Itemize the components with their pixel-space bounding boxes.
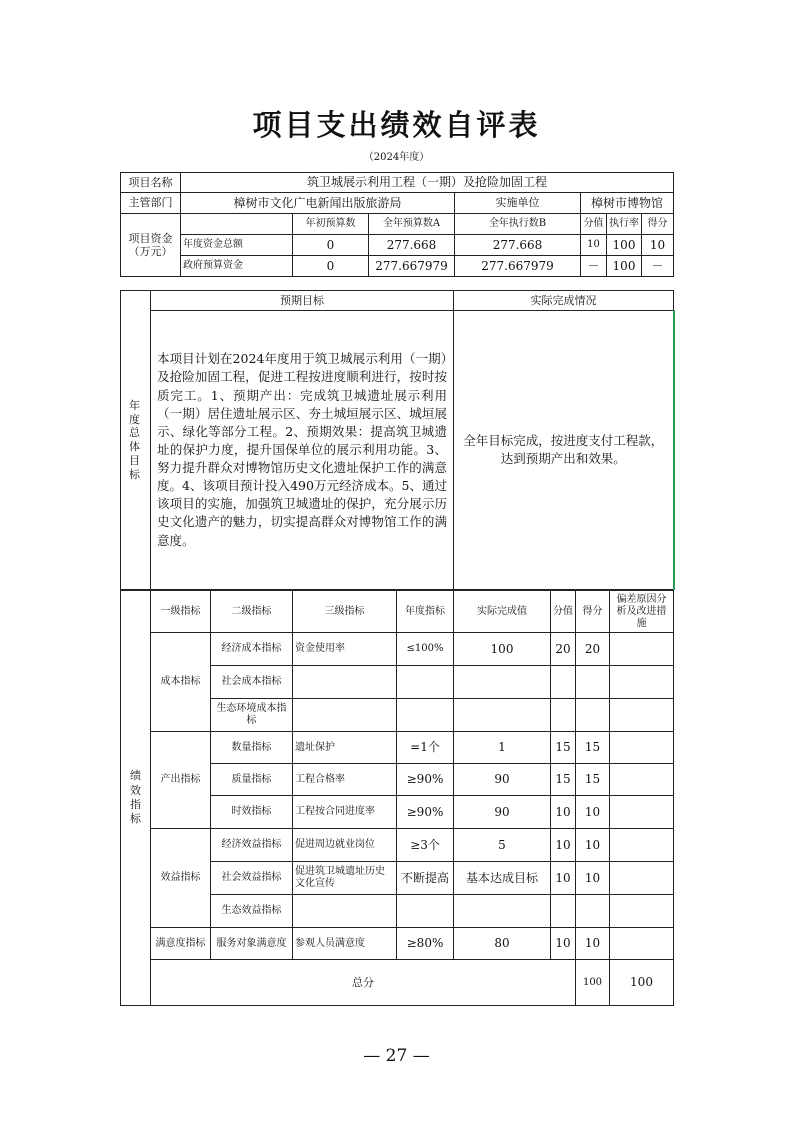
perf-weight: 15	[551, 764, 576, 796]
perf-note	[610, 699, 674, 732]
funds-row-total-initial: 0	[293, 235, 369, 256]
funds-row-gov-rate: 100	[607, 256, 642, 277]
perf-weight	[551, 895, 576, 928]
perf-level2: 生态环境成本指标	[211, 699, 293, 732]
expected-goal-header: 预期目标	[151, 291, 454, 311]
perf-actual: 90	[454, 764, 551, 796]
perf-weight: 20	[551, 633, 576, 666]
funds-row-gov-annual: 277.667979	[369, 256, 455, 277]
perf-target: ≤100%	[397, 633, 454, 666]
perf-score: 10	[576, 928, 610, 960]
unit-label: 实施单位	[455, 193, 581, 214]
perf-level2: 经济效益指标	[211, 829, 293, 862]
perf-level3	[293, 895, 397, 928]
perf-level2: 服务对象满意度	[211, 928, 293, 960]
funds-row-total-weight: 10	[581, 235, 607, 256]
dept-label: 主管部门	[121, 193, 181, 214]
perf-level2: 时效指标	[211, 796, 293, 829]
performance-table	[120, 590, 674, 1006]
perf-score: 15	[576, 732, 610, 764]
perf-note	[610, 796, 674, 829]
perf-level2: 数量指标	[211, 732, 293, 764]
perf-score	[576, 895, 610, 928]
perf-weight: 10	[551, 862, 576, 895]
funds-label: 项目资金（万元）	[121, 214, 181, 277]
funds-row-gov-weight: －	[581, 256, 607, 277]
actual-result-text: 全年目标完成，按进度支付工程款，达到预期产出和效果。	[454, 311, 674, 590]
perf-level2: 社会效益指标	[211, 862, 293, 895]
total-label: 总分	[151, 960, 576, 1006]
perf-header-weight: 分值	[551, 591, 576, 633]
perf-header-actual: 实际完成值	[454, 591, 551, 633]
perf-note	[610, 895, 674, 928]
perf-target: ≥80%	[397, 928, 454, 960]
perf-header-note: 偏差原因分析及改进措施	[610, 591, 674, 633]
total-weight: 100	[576, 960, 610, 1006]
funds-col-weight: 分值	[581, 214, 607, 235]
perf-level3	[293, 699, 397, 732]
perf-actual	[454, 895, 551, 928]
perf-level2: 生态效益指标	[211, 895, 293, 928]
perf-actual: 1	[454, 732, 551, 764]
perf-note	[610, 666, 674, 699]
perf-level3: 资金使用率	[293, 633, 397, 666]
perf-header-level1: 一级指标	[151, 591, 211, 633]
perf-score: 20	[576, 633, 610, 666]
perf-note	[610, 829, 674, 862]
perf-target: ≥3个	[397, 829, 454, 862]
funds-row-total-name: 年度资金总额	[181, 235, 293, 256]
perf-level1-benefit: 效益指标	[151, 829, 211, 928]
perf-target	[397, 895, 454, 928]
perf-level2: 质量指标	[211, 764, 293, 796]
unit-value: 樟树市博物馆	[581, 193, 674, 214]
perf-level2: 经济成本指标	[211, 633, 293, 666]
perf-weight: 10	[551, 928, 576, 960]
perf-target	[397, 666, 454, 699]
goals-label: 年度总体目标	[121, 291, 151, 590]
perf-weight: 10	[551, 796, 576, 829]
funds-row-gov-name: 政府预算资金	[181, 256, 293, 277]
actual-result-header: 实际完成情况	[454, 291, 674, 311]
perf-header-score: 得分	[576, 591, 610, 633]
perf-actual: 基本达成目标	[454, 862, 551, 895]
project-name-value: 筑卫城展示利用工程（一期）及抢险加固工程	[181, 173, 674, 193]
perf-note	[610, 732, 674, 764]
funds-row-gov-executed: 277.667979	[455, 256, 581, 277]
perf-level3	[293, 666, 397, 699]
perf-score	[576, 666, 610, 699]
funds-row-total-executed: 277.668	[455, 235, 581, 256]
project-name-label: 项目名称	[121, 173, 181, 193]
perf-level3: 促进筑卫城遗址历史文化宣传	[293, 862, 397, 895]
page-title: 项目支出绩效自评表	[252, 108, 541, 142]
perf-level3: 遗址保护	[293, 732, 397, 764]
perf-header-level2: 二级指标	[211, 591, 293, 633]
funds-col-rate: 执行率	[607, 214, 642, 235]
perf-note	[610, 633, 674, 666]
perf-score	[576, 699, 610, 732]
perf-target: =1个	[397, 732, 454, 764]
perf-target	[397, 699, 454, 732]
funds-col-score: 得分	[642, 214, 674, 235]
total-score: 100	[610, 960, 674, 1006]
perf-score: 10	[576, 829, 610, 862]
perf-target: 不断提高	[397, 862, 454, 895]
page-number: — 27 —	[363, 1046, 430, 1066]
perf-actual: 80	[454, 928, 551, 960]
perf-level2: 社会成本指标	[211, 666, 293, 699]
expected-goal-text: 本项目计划在2024年度用于筑卫城展示利用（一期）及抢险加固工程，促进工程按进度顺利进行，按时按质完工。1、预期产出：完成筑卫城遗址展示利用（一期）居住遗址展示区、夯土城垣展示区、城垣展示、绿化等部分工程。2、预期效果：提高筑卫城遗址的保护力度，提升国保单位的展示利用功能。3、努力提升群众对博物馆历史文化遗址保护工作的满意度。4、该项目预计投入490万元经济成本。5、通过该项目的实施，加强筑卫城遗址的保护，充分展示历史文化遗产的魅力，切实提高群众对博物馆工作的满意度。	[151, 311, 454, 590]
perf-label: 绩效指标	[121, 591, 151, 1006]
perf-score: 10	[576, 796, 610, 829]
perf-target: ≥90%	[397, 764, 454, 796]
perf-header-level3: 三级指标	[293, 591, 397, 633]
perf-weight	[551, 699, 576, 732]
perf-level3: 工程合格率	[293, 764, 397, 796]
funds-row-gov-score: －	[642, 256, 674, 277]
funds-row-total-score: 10	[642, 235, 674, 256]
perf-level3: 工程按合同进度率	[293, 796, 397, 829]
perf-actual: 5	[454, 829, 551, 862]
report-year: （2024年度）	[363, 152, 430, 163]
perf-note	[610, 764, 674, 796]
funds-col-executed: 全年执行数B	[455, 214, 581, 235]
perf-actual	[454, 666, 551, 699]
funds-col-initial: 年初预算数	[293, 214, 369, 235]
perf-note	[610, 862, 674, 895]
perf-target: ≥90%	[397, 796, 454, 829]
perf-weight: 15	[551, 732, 576, 764]
perf-actual: 100	[454, 633, 551, 666]
perf-level1-output: 产出指标	[151, 732, 211, 829]
perf-score: 10	[576, 862, 610, 895]
perf-note	[610, 928, 674, 960]
perf-score: 15	[576, 764, 610, 796]
perf-weight: 10	[551, 829, 576, 862]
perf-level3: 参观人员满意度	[293, 928, 397, 960]
funds-row-gov-initial: 0	[293, 256, 369, 277]
perf-actual: 90	[454, 796, 551, 829]
dept-value: 樟树市文化广电新闻出版旅游局	[181, 193, 455, 214]
funds-table	[120, 172, 674, 277]
funds-row-total-rate: 100	[607, 235, 642, 256]
perf-actual	[454, 699, 551, 732]
funds-col-annual: 全年预算数A	[369, 214, 455, 235]
goals-table	[120, 290, 675, 590]
perf-weight	[551, 666, 576, 699]
perf-level1-cost: 成本指标	[151, 633, 211, 732]
perf-header-target: 年度指标	[397, 591, 454, 633]
funds-row-total-annual: 277.668	[369, 235, 455, 256]
perf-level3: 促进周边就业岗位	[293, 829, 397, 862]
perf-level1-satisfaction: 满意度指标	[151, 928, 211, 960]
